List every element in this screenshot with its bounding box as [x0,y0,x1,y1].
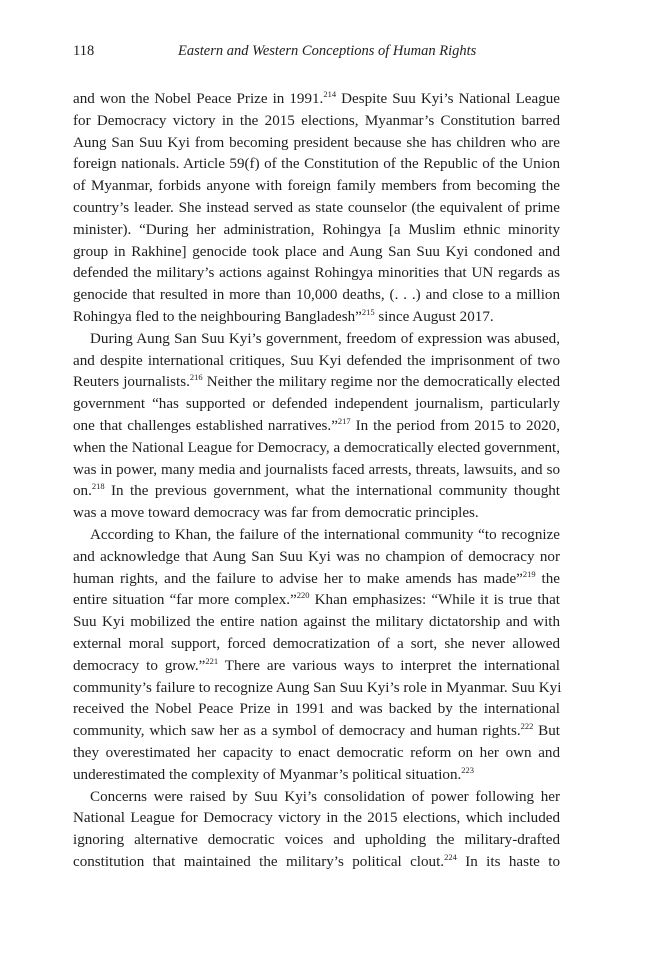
text-line [73,569,560,591]
text-line [73,743,560,765]
text-run: country’s leader. She instead served as state counselor (the equivalent of prime [73,199,560,216]
text-line [73,503,560,525]
text-line [73,460,560,482]
text-run: they overestimated her capacity to enact democratic reform on her own and [73,744,560,761]
text-run: During Aung San Suu Kyi’s government, freedom of expression was abused, [90,330,560,347]
footnote-marker: 217 [337,415,351,426]
text-line [73,220,560,242]
text-line [73,89,560,111]
text-line [73,329,560,351]
text-line [73,111,560,133]
text-run: human rights, and the failure to advise her to make amends has made” [73,570,523,587]
text-run: foreign nationals. Article 59(f) of the Constitution of the Republic of the Union [73,156,560,173]
text-line [73,176,560,198]
text-run: entire situation “far more complex.” [73,592,297,609]
text-line [73,372,560,394]
text-line [73,481,560,503]
paragraph [73,787,560,874]
text-run: when the National League for Democracy, a democratically elected government, [73,439,560,456]
text-run: and acknowledge that Aung San Suu Kyi was no champion of democracy nor [73,548,560,565]
text-line [73,612,560,634]
text-line [73,765,560,787]
running-title: Eastern and Western Conceptions of Human Rights [178,43,477,59]
text-run: the [535,570,560,587]
text-line [73,242,560,264]
text-run: genocide that resulted in more than 10,000 deaths, (. . .) and close to a million [73,287,560,304]
footnote-marker: 220 [296,590,310,601]
paragraph [73,525,560,787]
text-line [73,656,560,678]
footnote-marker: 218 [91,481,105,492]
text-run: group in Rakhine] genocide took place and Aung San Suu Kyi condoned and [73,243,560,260]
text-run: defended the military’s actions against Rohingya minorities that UN regards as [73,265,560,282]
text-run: There are various ways to interpret the international [218,657,560,674]
footnote-marker: 219 [522,568,536,579]
text-run: government “has supported or defended independent journalism, particularly [73,396,560,413]
text-line [73,351,560,373]
footnote-marker: 224 [444,851,457,862]
text-line [73,416,560,438]
text-line [73,590,560,612]
text-run: Despite Suu Kyi’s National League [336,91,561,107]
text-run: underestimated the complexity of Myanmar’s political situation. [73,766,462,783]
footnote-marker: 215 [361,306,375,317]
text-line [73,547,560,569]
text-run: But [533,723,560,740]
footnote-marker: 221 [205,655,219,666]
text-line [73,525,560,547]
text-line [73,634,560,656]
text-run: minister). “During her administration, Rohingya [a Muslim ethnic minority [73,221,560,238]
text-line [73,678,560,700]
text-run: Rohingya fled to the neighbouring Bangladesh” [73,308,362,325]
paragraph [73,89,560,329]
text-run: and despite international critiques, Suu Kyi defended the imprisonment of two [73,352,560,369]
text-line [73,808,560,830]
text-line [73,438,560,460]
text-run: community’s failure to recognize Aung San Suu Kyi’s role in Myanmar. Suu Kyi [73,679,562,696]
text-run: democracy to grow.” [73,657,206,674]
body-text [73,89,560,874]
text-line [73,699,560,721]
text-run: According to Khan, the failure of the international community “to recognize [90,526,560,543]
text-line [73,394,560,416]
text-run: for Democracy victory in the 2015 elections, Myanmar’s Constitution barred [73,112,560,129]
text-line [73,198,560,220]
text-run: one that challenges established narratives.” [73,417,338,434]
text-run: National League for Democracy victory in the 2015 elections, which included [73,810,560,827]
text-run: Aung San Suu Kyi from becoming president because she has children who are [73,134,560,151]
text-line [73,721,560,743]
page-header [73,43,560,67]
footnote-marker: 222 [520,721,534,732]
text-run: received the Nobel Peace Prize in 1991 and was backed by the international [73,701,560,718]
text-run: ignoring alternative democratic voices and upholding the military-drafted [73,832,560,849]
text-run: Khan emphasizes: “While it is true that [309,592,560,609]
text-run: on. [73,483,92,500]
text-line [73,852,560,874]
text-line [73,133,560,155]
footnote-marker: 216 [189,372,203,383]
text-run: Suu Kyi mobilized the entire nation against the military dictatorship and with [73,614,560,631]
text-run: community, which saw her as a symbol of democracy and human rights. [73,723,521,740]
text-run: In its haste to [456,853,560,870]
paragraph [73,329,560,525]
footnote-marker: 223 [461,764,475,775]
text-run: constitution that maintained the military’s political clout. [73,853,445,870]
text-run: Concerns were raised by Suu Kyi’s consolidation of power following her [90,788,560,805]
text-run: was in power, many media and journalists faced arrests, threats, lawsuits, and so [73,461,560,478]
text-line [73,830,560,852]
footnote-marker: 214 [323,89,337,99]
text-line [73,263,560,285]
text-line [73,285,560,307]
text-line [73,787,560,809]
text-run: and won the Nobel Peace Prize in 1991. [73,91,324,107]
text-run: Reuters journalists. [73,374,190,391]
text-line [73,307,560,329]
text-run: external moral support, forced democratization of a sort, she never allowed [73,635,560,652]
text-run: In the period from 2015 to 2020, [350,417,560,434]
text-run: Neither the military regime nor the democratically elected [202,374,560,391]
text-run: In the previous government, what the international community thought [104,483,560,500]
text-run: since August 2017. [374,308,494,325]
text-run: of Myanmar, forbids anyone with foreign family members from becoming the [73,178,560,195]
text-run: was a move toward democracy was far from democratic principles. [73,505,479,522]
page-number: 118 [73,43,95,59]
text-line [73,154,560,176]
